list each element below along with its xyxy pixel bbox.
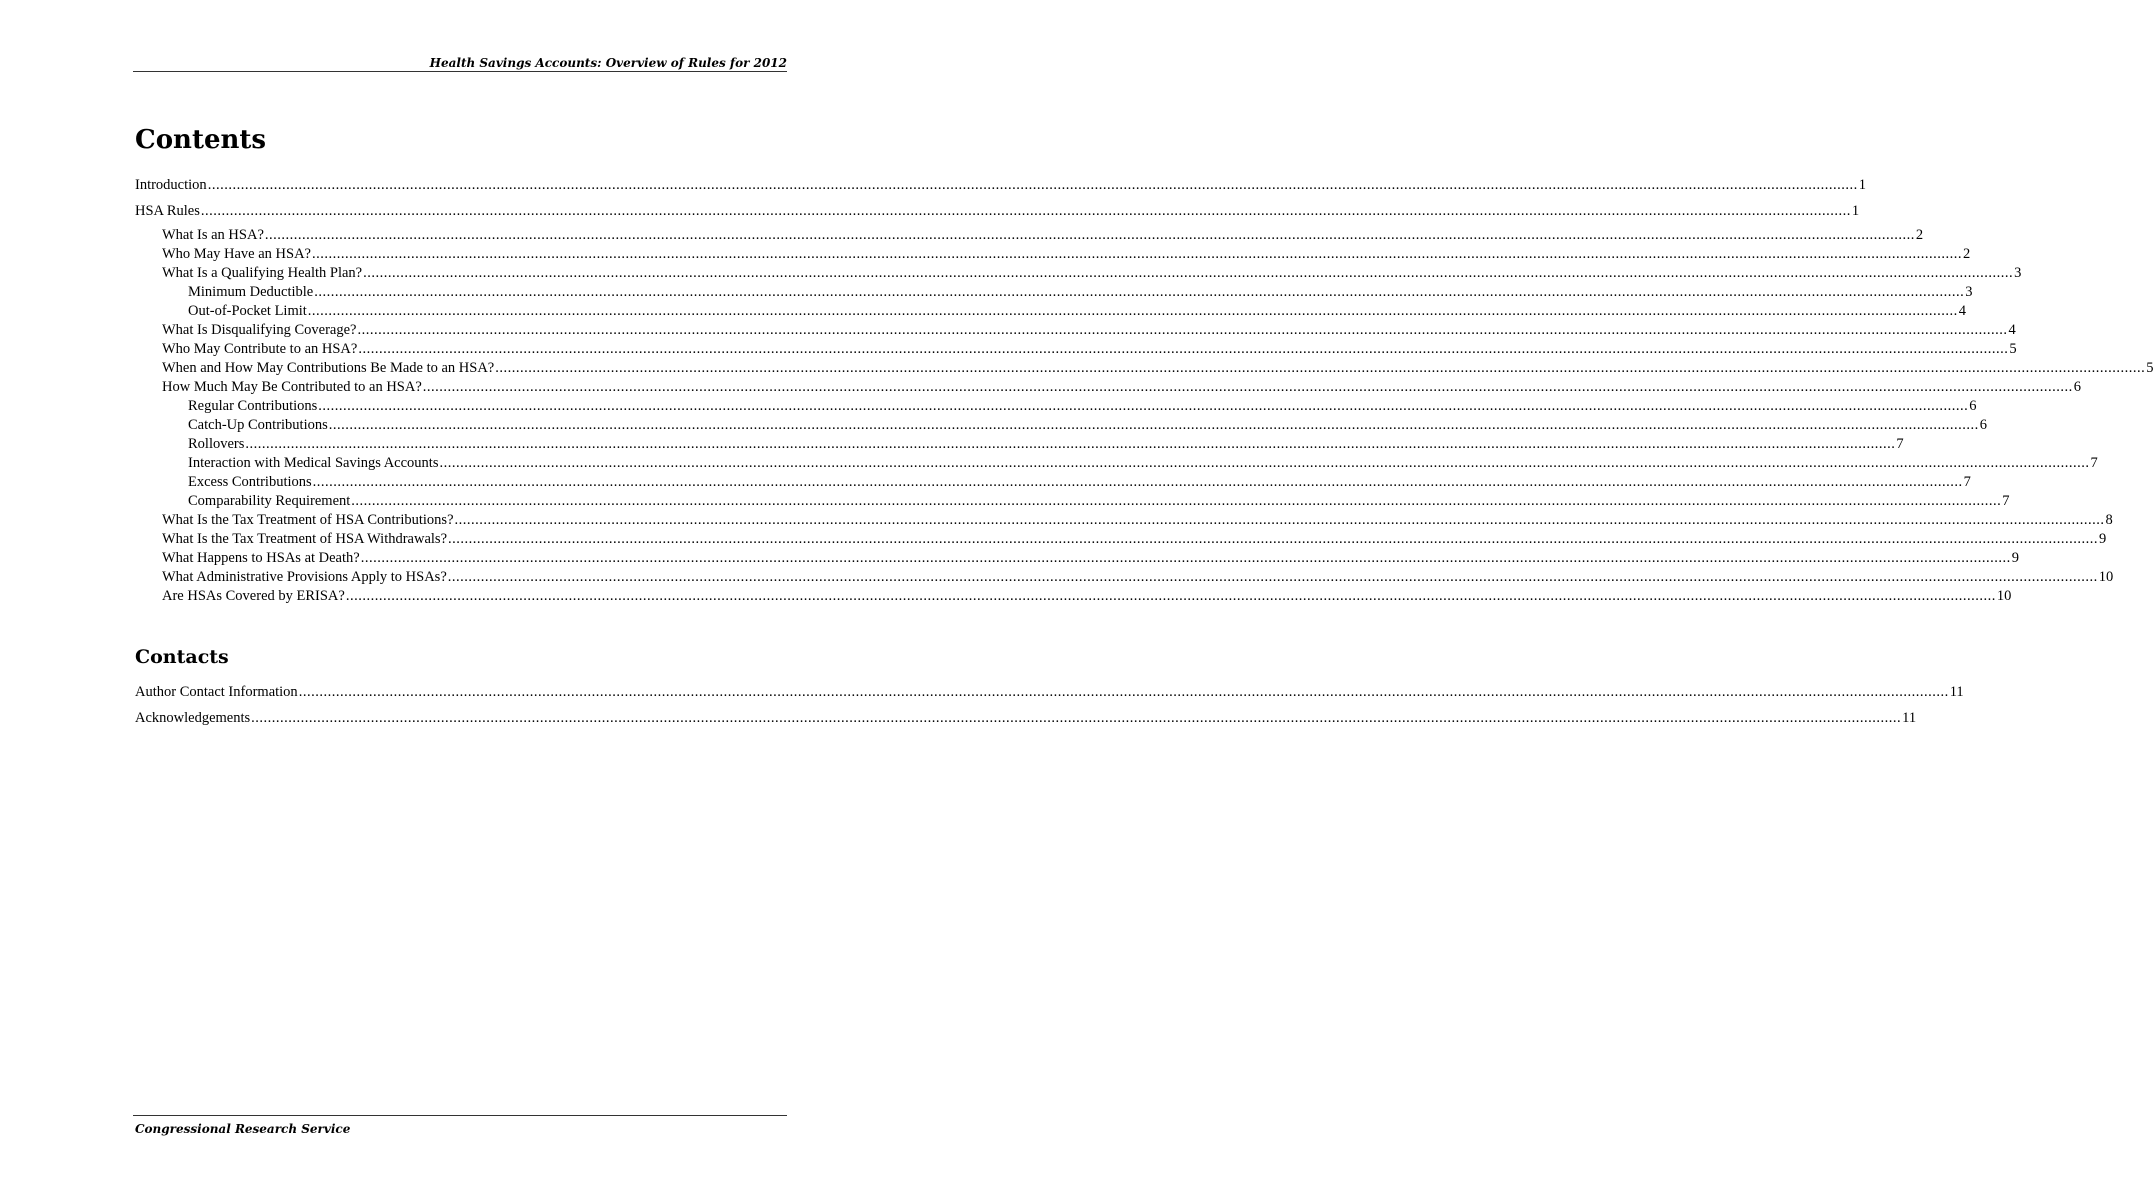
toc-entry-label: What Administrative Provisions Apply to HSAs? (162, 569, 447, 585)
toc-leader-dots: ................................................................................................................................................................................................................................................................................................................................................................................................................ (298, 684, 1949, 700)
toc-page-number: 7 (1896, 436, 1904, 452)
running-header: Health Savings Accounts: Overview of Rules for 2012 (429, 56, 787, 70)
toc-page-number: 6 (1979, 417, 1988, 433)
toc-entry[interactable] (0, 176, 1866, 195)
toc-entry-label: Are HSAs Covered by ERISA? (162, 588, 345, 604)
contents-heading: Contents (135, 125, 267, 155)
toc-leader-dots: ................................................................................................................................................................................................................................................................................................................................................................................................................ (495, 360, 2146, 376)
toc-entry[interactable] (0, 283, 1973, 302)
toc-entry[interactable] (0, 435, 1904, 454)
toc-leader-dots: ................................................................................................................................................................................................................................................................................................................................................................................................................ (345, 588, 1996, 604)
toc-entry-label: Excess Contributions (188, 474, 312, 490)
toc-entry-label: Who May Have an HSA? (162, 246, 311, 262)
toc-leader-dots: ................................................................................................................................................................................................................................................................................................................................................................................................................ (318, 398, 1969, 414)
toc-entry[interactable] (0, 264, 2022, 283)
toc-entry[interactable] (0, 530, 2107, 549)
toc-page-number: 8 (2105, 512, 2113, 528)
toc-entry-label: Comparability Requirement (188, 493, 351, 509)
contacts-heading: Contacts (135, 646, 229, 668)
toc-page-number: 2 (1963, 246, 1971, 262)
toc-leader-dots: ................................................................................................................................................................................................................................................................................................................................................................................................................ (312, 474, 1963, 490)
toc-entry-label: Author Contact Information (135, 684, 298, 700)
footer-rule (133, 1115, 787, 1116)
toc-page-number: 7 (2090, 455, 2098, 471)
toc-entry[interactable] (0, 397, 1977, 416)
toc-page-number: 1 (1858, 177, 1866, 193)
toc-entry-label: What Is the Tax Treatment of HSA Contributions? (162, 512, 454, 528)
toc-leader-dots: ................................................................................................................................................................................................................................................................................................................................................................................................................ (200, 203, 1851, 219)
toc-entry-label: Out-of-Pocket Limit (188, 303, 307, 319)
toc-entry-label: HSA Rules (135, 203, 200, 219)
toc-page-number: 5 (2146, 360, 2154, 376)
toc-entry[interactable] (0, 454, 2098, 473)
toc-entry-label: What Is Disqualifying Coverage? (162, 322, 357, 338)
toc-page-number: 10 (1996, 588, 2012, 604)
toc-leader-dots: ................................................................................................................................................................................................................................................................................................................................................................................................................ (448, 531, 2099, 547)
toc-entry[interactable] (0, 492, 2010, 511)
toc-entry[interactable] (0, 302, 1967, 321)
toc-entry-label: Catch-Up Contributions (188, 417, 328, 433)
toc-page-number: 2 (1915, 227, 1924, 243)
toc-entry[interactable] (0, 549, 2019, 568)
toc-leader-dots: ................................................................................................................................................................................................................................................................................................................................................................................................................ (207, 177, 1858, 193)
toc-page-number: 4 (1958, 303, 1967, 319)
toc-entry[interactable] (0, 683, 1964, 702)
toc-leader-dots: ................................................................................................................................................................................................................................................................................................................................................................................................................ (422, 379, 2073, 395)
toc-leader-dots: ................................................................................................................................................................................................................................................................................................................................................................................................................ (314, 284, 1965, 300)
toc-entry[interactable] (0, 416, 1988, 435)
toc-leader-dots: ................................................................................................................................................................................................................................................................................................................................................................................................................ (312, 246, 1962, 262)
toc-entry-label: Interaction with Medical Savings Accounts (188, 455, 439, 471)
toc-leader-dots: ................................................................................................................................................................................................................................................................................................................................................................................................................ (307, 303, 1958, 319)
toc-leader-dots: ................................................................................................................................................................................................................................................................................................................................................................................................................ (245, 436, 1896, 452)
toc-page-number: 9 (2011, 550, 2019, 566)
toc-entry-label: What Happens to HSAs at Death? (162, 550, 360, 566)
toc-leader-dots: ................................................................................................................................................................................................................................................................................................................................................................................................................ (328, 417, 1979, 433)
toc-page-number: 6 (2073, 379, 2082, 395)
toc-page-number: 3 (2014, 265, 2022, 281)
toc-page-number: 11 (1949, 684, 1964, 700)
toc-entry[interactable] (0, 226, 1924, 245)
toc-entry[interactable] (0, 340, 2017, 359)
toc-entry[interactable] (0, 321, 2016, 340)
toc-page-number: 11 (1902, 710, 1917, 726)
toc-entry-label: Who May Contribute to an HSA? (162, 341, 358, 357)
toc-entry-label: Minimum Deductible (188, 284, 314, 300)
toc-entry-label: When and How May Contributions Be Made to an HSA? (162, 360, 495, 376)
toc-page-number: 7 (2002, 493, 2010, 509)
toc-entry-label: How Much May Be Contributed to an HSA? (162, 379, 422, 395)
toc-leader-dots: ................................................................................................................................................................................................................................................................................................................................................................................................................ (351, 493, 2002, 509)
toc-leader-dots: ................................................................................................................................................................................................................................................................................................................................................................................................................ (363, 265, 2014, 281)
toc-leader-dots: ................................................................................................................................................................................................................................................................................................................................................................................................................ (264, 227, 1915, 243)
toc-page-number: 4 (2008, 322, 2016, 338)
toc-entry-label: What Is the Tax Treatment of HSA Withdrawals? (162, 531, 448, 547)
toc-page-number: 10 (2098, 569, 2114, 585)
toc-leader-dots: ................................................................................................................................................................................................................................................................................................................................................................................................................ (251, 710, 1902, 726)
header-rule (133, 71, 787, 72)
toc-page-number: 9 (2099, 531, 2107, 547)
toc-entry-label: What Is a Qualifying Health Plan? (162, 265, 363, 281)
toc-entry[interactable] (0, 511, 2113, 530)
toc-entry[interactable] (0, 359, 2154, 378)
toc-leader-dots: ................................................................................................................................................................................................................................................................................................................................................................................................................ (358, 341, 2009, 357)
toc-entry[interactable] (0, 709, 1917, 728)
toc-page-number: 5 (2009, 341, 2017, 357)
toc-leader-dots: ................................................................................................................................................................................................................................................................................................................................................................................................................ (447, 569, 2098, 585)
toc-entry[interactable] (0, 473, 1971, 492)
toc-entry[interactable] (0, 378, 2082, 397)
toc-leader-dots: ................................................................................................................................................................................................................................................................................................................................................................................................................ (439, 455, 2090, 471)
toc-entry[interactable] (0, 245, 1971, 264)
toc-page-number: 7 (1963, 474, 1971, 490)
running-footer: Congressional Research Service (135, 1122, 351, 1136)
toc-page-number: 6 (1969, 398, 1977, 414)
toc-entry[interactable] (0, 587, 2012, 606)
toc-leader-dots: ................................................................................................................................................................................................................................................................................................................................................................................................................ (360, 550, 2011, 566)
toc-entry-label: Acknowledgements (135, 710, 251, 726)
toc-entry-label: Introduction (135, 177, 207, 193)
toc-entry[interactable] (0, 568, 2114, 587)
toc-leader-dots: ................................................................................................................................................................................................................................................................................................................................................................................................................ (454, 512, 2105, 528)
toc-entry-label: Rollovers (188, 436, 245, 452)
toc-entry-label: What Is an HSA? (162, 227, 264, 243)
toc-entry-label: Regular Contributions (188, 398, 318, 414)
toc-leader-dots: ................................................................................................................................................................................................................................................................................................................................................................................................................ (357, 322, 2008, 338)
toc-page-number: 3 (1965, 284, 1973, 300)
toc-page-number: 1 (1851, 203, 1860, 219)
toc-entry[interactable] (0, 202, 1860, 221)
